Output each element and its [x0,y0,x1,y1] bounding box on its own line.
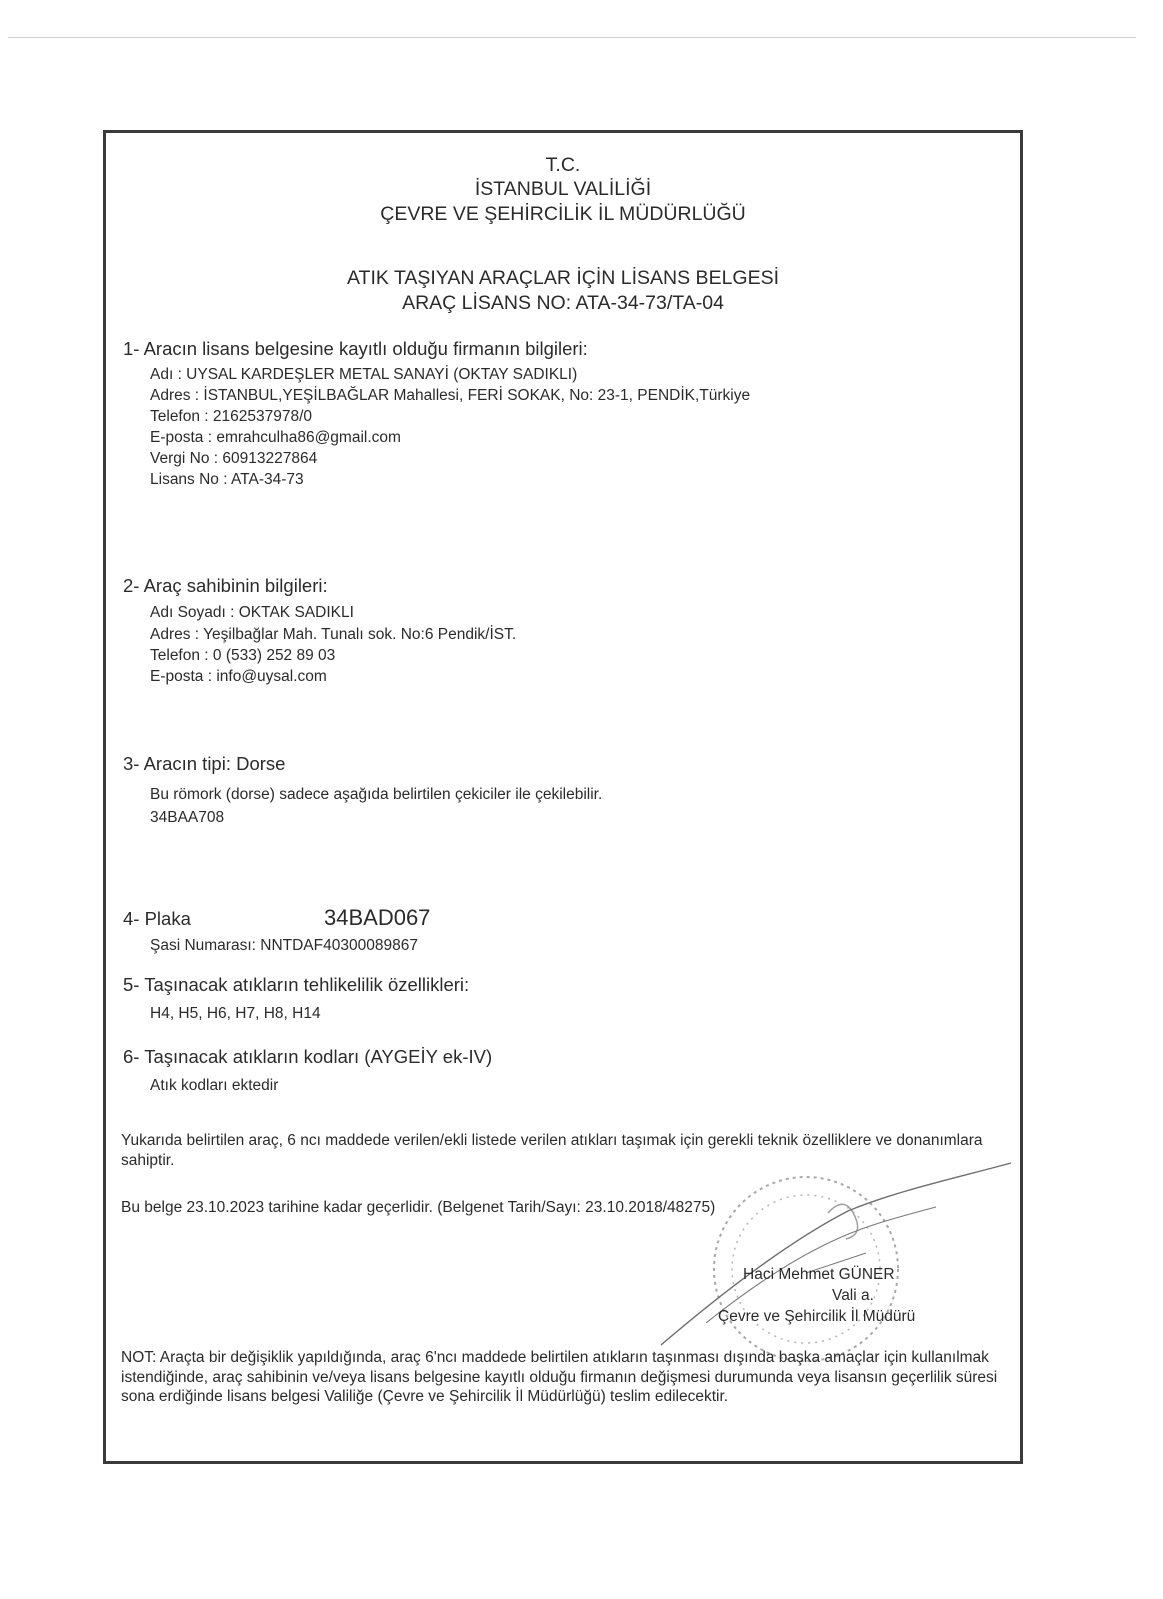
section2-heading: 2- Araç sahibinin bilgileri: [123,575,328,596]
footnote: NOT: Araçta bir değişiklik yapıldığında, araç 6'ncı maddede belirtilen atıkların taşınması dışında başka amaçlar için kullanılmak istendiğinde, araç sahibinin ve/veya lisans belgesine kayıtlı olduğu firmanın değişmesi durumunda veya lisansın geçerlilik süresi sona erdiğinde lisans belgesi Valiliğe (Çevre ve Şehircilik İl Müdürlüğü) teslim edilecektir. [121,1349,998,1405]
tractor-plate: 34BAA708 [150,809,225,826]
owner-email: E-posta : info@uysal.com [150,668,327,685]
signatory-title: Çevre ve Şehircilik İl Müdürü [718,1308,916,1325]
trailer-note: Bu römork (dorse) sadece aşağıda belirtilen çekiciler ile çekilebilir. [150,786,603,803]
firm-license-number: Lisans No : ATA-34-73 [150,471,304,488]
firm-tax-number: Vergi No : 60913227864 [150,450,318,467]
vehicle-plate: 34BAD067 [324,905,431,930]
owner-phone: Telefon : 0 (533) 252 89 03 [150,647,336,664]
signatory-role: Vali a. [832,1287,874,1304]
firm-email: E-posta : emrahculha86@gmail.com [150,429,401,446]
section5-heading: 5- Taşınacak atıkların tehlikelilik özellikleri: [123,974,470,995]
chassis-number: Şasi Numarası: NNTDAF40300089867 [150,937,418,954]
document-frame [103,130,1023,1464]
document-title: ATIK TAŞIYAN ARAÇLAR İÇİN LİSANS BELGESİ [346,267,780,289]
license-number: ARAÇ LİSANS NO: ATA-34-73/TA-04 [402,292,724,314]
owner-address: Adres : Yeşilbağlar Mah. Tunalı sok. No:6 Pendik/İST. [150,626,517,643]
signatory-name: Haci Mehmet GÜNER [743,1266,895,1283]
compliance-statement: Yukarıda belirtilen araç, 6 ncı maddede verilen/ekli listede verilen atıkları taşımak için gerekli teknik özelliklere ve donanımlara sahiptir. [121,1132,983,1169]
section6-heading: 6- Taşınacak atıkların kodları (AYGEİY ek-IV) [123,1046,493,1067]
section4-label: 4- Plaka [123,908,191,929]
header-directorate: ÇEVRE VE ŞEHİRCİLİK İL MÜDÜRLÜĞÜ [380,203,746,225]
firm-phone: Telefon : 2162537978/0 [150,408,313,425]
header-tc: T.C. [545,154,581,176]
firm-name: Adı : UYSAL KARDEŞLER METAL SANAYİ (OKTAY SADIKLI) [150,366,578,383]
validity-statement: Bu belge 23.10.2023 tarihine kadar geçerlidir. (Belgenet Tarih/Sayı: 23.10.2018/48275) [121,1199,716,1216]
owner-name: Adı Soyadı : OKTAK SADIKLI [150,604,354,621]
waste-codes: Atık kodları ektedir [150,1077,279,1094]
section3-heading: 3- Aracın tipi: Dorse [123,753,286,774]
section1-heading: 1- Aracın lisans belgesine kayıtlı olduğu firmanın bilgileri: [123,338,588,359]
scan-edge-line [8,37,1136,38]
header-governorship: İSTANBUL VALİLİĞİ [474,178,652,200]
firm-address: Adres : İSTANBUL,YEŞİLBAĞLAR Mahallesi, FERİ SOKAK, No: 23-1, PENDİK,Türkiye [150,387,751,404]
hazard-properties: H4, H5, H6, H7, H8, H14 [150,1005,321,1022]
